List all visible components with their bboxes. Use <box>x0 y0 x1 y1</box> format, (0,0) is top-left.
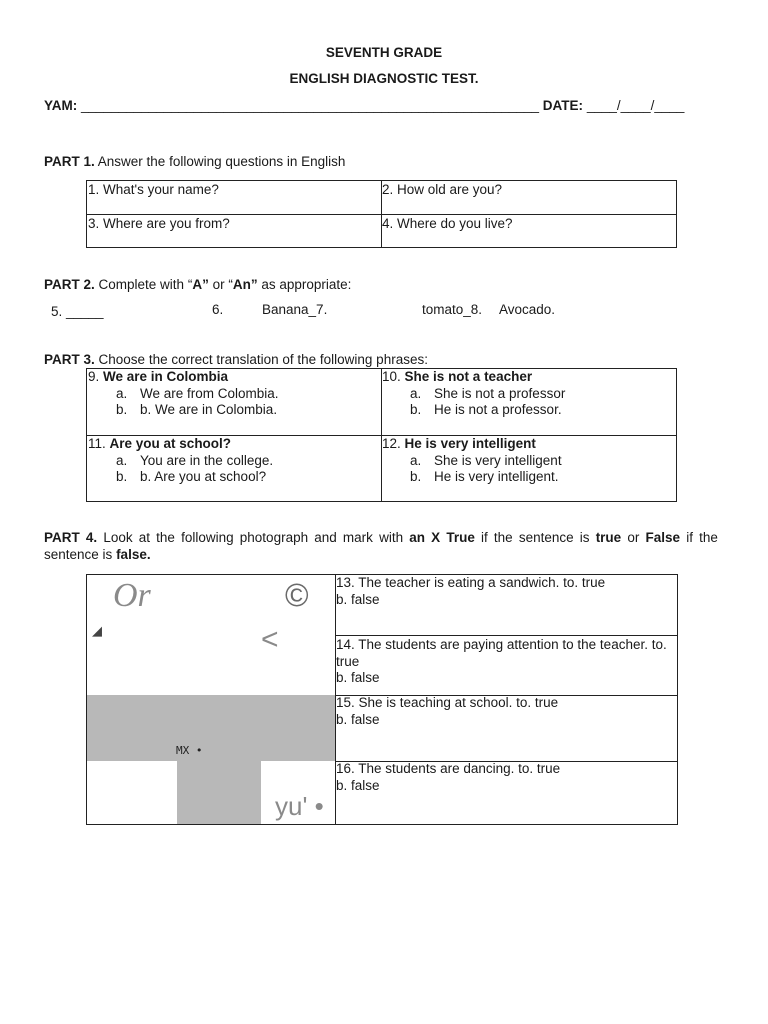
part1-instruction: Answer the following questions in English <box>97 154 346 169</box>
statement-15: 15. She is teaching at school. to. true b. false <box>336 695 559 727</box>
part2-instruction-or: or “ <box>212 277 233 292</box>
statement-16: 16. The students are dancing. to. true b. false <box>336 761 561 793</box>
avocado-item: Avocado. <box>499 302 556 317</box>
triangle-icon: ◢ <box>92 623 102 638</box>
translation-item-11: 11. Are you at school? a. You are in the college. b. b. Are you at school? <box>88 436 274 484</box>
banana-word: Banana <box>262 302 309 317</box>
photo-text-yu: yu' • <box>275 791 324 821</box>
part2-label: PART 2. <box>44 277 95 292</box>
name-label: YAM: <box>44 98 78 113</box>
part1-table <box>86 180 677 248</box>
date-line[interactable]: ____/____/____ <box>586 98 685 113</box>
part4-table <box>86 574 678 825</box>
statement-13: 13. The teacher is eating a sandwich. to. true b. false <box>336 575 606 607</box>
part3-heading <box>44 352 428 367</box>
date-label: DATE: <box>542 98 584 113</box>
question-3: 3. Where are you from? <box>88 216 230 231</box>
part3-table <box>86 368 677 502</box>
translation-item-10: 10. She is not a teacher a. She is not a professor b. He is not a professor. <box>382 369 566 417</box>
photo-text-mx: MX • <box>176 744 203 757</box>
question-2: 2. How old are you? <box>382 182 503 197</box>
photo-text-or: Or <box>113 577 151 614</box>
part4-heading: PART 4. Look at the following photograph and mark with an X True if the sentence is true or False if the sentence is false. <box>44 530 718 562</box>
copyright-icon: © <box>285 577 309 613</box>
option-a: A” <box>192 277 209 292</box>
part2-instruction-b: as appropriate: <box>261 277 352 292</box>
item-6-word: Banana_7. <box>262 302 328 317</box>
part3-instruction: Choose the correct translation of the following phrases: <box>98 352 428 367</box>
translation-item-9: 9. We are in Colombia a. We are from Colombia. b. b. We are in Colombia. <box>88 369 279 417</box>
item-7-blank[interactable]: _7 <box>308 302 324 317</box>
name-row <box>44 98 684 113</box>
translation-item-12: 12. He is very intelligent a. She is very intelligent b. He is very intelligent. <box>382 436 562 484</box>
question-1: 1. What's your name? <box>88 182 219 197</box>
part1-label: PART 1. <box>44 154 95 169</box>
name-line[interactable]: _____________________________________________________________ <box>81 98 540 113</box>
statement-14: 14. The students are paying attention to the teacher. to. true b. false <box>336 637 667 685</box>
photograph <box>87 575 335 824</box>
part2-instruction-a: Complete with “ <box>98 277 193 292</box>
less-than-glyph: < <box>261 623 279 656</box>
option-an: An” <box>232 277 258 292</box>
item-5[interactable]: 5. _____ <box>51 304 104 319</box>
tomato-item[interactable]: tomato_8. <box>422 302 483 317</box>
part1-heading <box>44 154 345 169</box>
grade-title: SEVENTH GRADE <box>325 45 443 60</box>
part2-heading <box>44 277 351 292</box>
test-title: ENGLISH DIAGNOSTIC TEST. <box>289 71 479 86</box>
item-6-number: 6. <box>212 302 224 317</box>
part3-label: PART 3. <box>44 352 95 367</box>
question-4: 4. Where do you live? <box>382 216 513 231</box>
